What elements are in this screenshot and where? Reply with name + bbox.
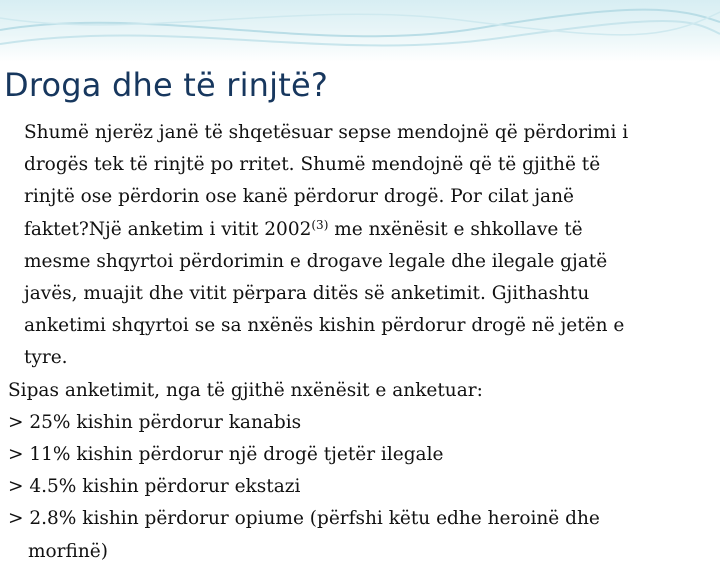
wave-decoration bbox=[0, 0, 720, 62]
finding-item-continued: morfinë) bbox=[28, 540, 108, 562]
survey-text-after: me nxënësit e shkollave të bbox=[328, 218, 583, 240]
paragraph-line: tyre. bbox=[24, 347, 68, 369]
paragraph-line: drogës tek të rinjtë po rritet. Shumë mendojnë që të gjithë të bbox=[24, 154, 601, 176]
survey-intro: Sipas anketimit, nga të gjithë nxënësit e anketuar: bbox=[8, 379, 483, 401]
intro-paragraph bbox=[8, 117, 714, 375]
reference-number: (3) bbox=[311, 217, 329, 232]
finding-item: > 2.8% kishin përdorur opiume (përfshi këtu edhe heroinë dhe bbox=[8, 508, 600, 530]
finding-item: > 25% kishin përdorur kanabis bbox=[8, 411, 302, 433]
survey-text-before: faktet?Një anketim i vitit 2002 bbox=[24, 218, 312, 240]
header-decoration bbox=[0, 0, 720, 62]
paragraph-line: mesme shqyrtoi përdorimin e drogave legale dhe ilegale gjatë bbox=[24, 250, 608, 272]
paragraph-line: Shumë njerëz janë të shqetësuar sepse mendojnë që përdorimi i bbox=[24, 122, 629, 143]
paragraph-line: anketimi shqyrtoi se sa nxënës kishin përdorur drogë në jetën e bbox=[24, 315, 625, 337]
finding-item: > 4.5% kishin përdorur ekstazi bbox=[8, 476, 301, 498]
paragraph-line-survey bbox=[26, 214, 714, 246]
paragraph-line: rinjtë ose përdorin ose kanë përdorur drogë. Por cilat janë bbox=[24, 186, 574, 208]
finding-item: > 11% kishin përdorur një drogë tjetër ilegale bbox=[8, 444, 444, 466]
page-title: Droga dhe të rinjtë? bbox=[4, 66, 329, 104]
paragraph-line: javës, muajit dhe vitit përpara ditës së anketimit. Gjithashtu bbox=[24, 283, 590, 305]
slide-body bbox=[8, 117, 714, 568]
